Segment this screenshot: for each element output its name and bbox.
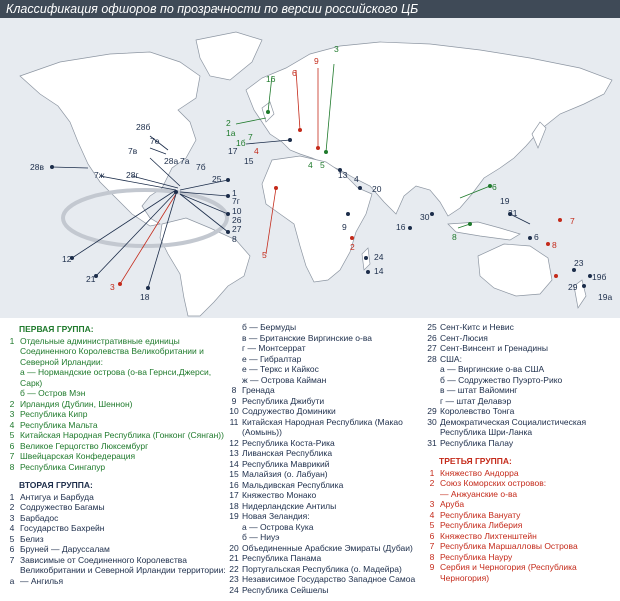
legend-item-number: 4 <box>429 509 435 520</box>
legend-item-number: 27 <box>427 343 437 353</box>
legend-item-number <box>226 333 242 344</box>
legend-item <box>226 553 424 564</box>
map-marker <box>572 268 576 272</box>
map-marker <box>226 230 230 234</box>
legend-item <box>424 333 618 344</box>
legend-item <box>4 388 226 399</box>
legend-item <box>424 489 618 500</box>
map-label: 27 <box>232 224 242 234</box>
legend-item-label: е — Теркс и Кайкос <box>242 364 319 374</box>
legend-item <box>424 510 618 521</box>
legend-item <box>424 375 618 386</box>
map-marker <box>528 236 532 240</box>
legend-item-label: Республика Науру <box>440 551 513 562</box>
map-label: 16 <box>266 74 276 84</box>
legend-item-number: 5 <box>429 520 435 530</box>
map-label: 14 <box>374 266 384 276</box>
map-label: 15 <box>244 156 254 166</box>
legend-item <box>4 451 226 462</box>
map-marker <box>288 138 292 142</box>
legend-item-label: Новая Зеландия: <box>242 511 310 521</box>
legend-item <box>424 406 618 417</box>
map-label: 26 <box>232 215 242 225</box>
legend-item-label: Княжество Андорра <box>440 467 519 478</box>
legend-item-number: 12 <box>229 437 239 448</box>
map-label: 1а <box>226 128 236 138</box>
legend-item-label: Республика Коста-Рика <box>242 437 335 448</box>
legend-item <box>226 385 424 396</box>
legend-item-label: Княжество Монако <box>242 490 317 500</box>
map-label: 23 <box>574 258 584 268</box>
legend-item-label: Швейцарская Конфедерация <box>20 451 136 461</box>
map-marker <box>358 186 362 190</box>
legend-item-number: 7 <box>429 541 435 551</box>
map-marker <box>558 218 562 222</box>
legend-item-label: — Ангилья <box>20 575 64 586</box>
legend-item-number: 8 <box>9 461 15 472</box>
legend-item-number: 4 <box>9 419 15 430</box>
legend-item-number: 25 <box>427 322 437 332</box>
map-marker <box>364 256 368 260</box>
group2-list-part3 <box>424 322 618 448</box>
map-label: 7е <box>150 136 160 146</box>
map-label: 20 <box>372 184 382 194</box>
legend-item-number: 8 <box>231 385 237 395</box>
legend-item <box>424 385 618 396</box>
legend-item <box>424 531 618 542</box>
legend-item <box>4 534 226 545</box>
legend-item <box>424 552 618 563</box>
legend-item-label: Аруба <box>440 499 465 509</box>
legend-item-label: Сент-Винсент и Гренадины <box>440 343 548 353</box>
legend-item-label: Королевство Тонга <box>440 406 515 416</box>
legend-item-label: Зависимые от Соединенного Королевства Великобритании и Северной Ирландии территории: <box>20 554 226 575</box>
legend-item-label: Республика Сейшелы <box>242 584 329 595</box>
group3-title: ТРЕТЬЯ ГРУППА: <box>439 456 512 466</box>
legend-item <box>226 354 424 365</box>
legend-item-number: 30 <box>427 416 437 427</box>
legend-item <box>226 522 424 533</box>
legend-column-3 <box>424 322 618 583</box>
legend-item-number <box>424 385 440 396</box>
legend-item-number <box>226 364 242 375</box>
legend-item <box>226 417 424 438</box>
map-label: 10 <box>232 206 242 216</box>
legend-item <box>226 375 424 386</box>
legend-item-number: 1 <box>9 491 15 502</box>
legend-item-number: 19 <box>229 511 239 521</box>
group1-list <box>4 336 226 473</box>
map-label: 7ж <box>94 170 105 180</box>
legend-item-number <box>4 367 20 388</box>
map-marker <box>468 222 472 226</box>
legend-item-label: Республика Мальта <box>20 419 98 430</box>
map-label: 8 <box>452 232 457 242</box>
legend-item <box>226 585 424 596</box>
map-marker <box>316 146 320 150</box>
legend-item <box>4 513 226 524</box>
legend-item-label: Барбадос <box>20 512 59 523</box>
legend-item-label: Государство Бахрейн <box>20 523 105 533</box>
map-marker <box>350 236 354 240</box>
legend-item-number: 5 <box>9 430 15 440</box>
legend-item <box>226 469 424 480</box>
map-label: 9 <box>342 222 347 232</box>
legend-item-label: Республика Джибути <box>242 395 325 406</box>
legend-item-number <box>226 522 242 533</box>
group2-list-part1 <box>4 492 226 587</box>
legend-item <box>4 523 226 534</box>
legend-item <box>226 448 424 459</box>
legend-item-label: Республика Кипр <box>20 409 88 419</box>
map-label: 6 <box>492 182 497 192</box>
map-label: 9 <box>314 56 319 66</box>
legend-item-label: Португальская Республика (о. Мадейра) <box>242 563 402 574</box>
legend-item-number: 6 <box>429 530 435 541</box>
map-label: 3 <box>334 44 339 54</box>
map-label: 1 <box>232 188 237 198</box>
legend-item <box>424 438 618 449</box>
legend-item-number: 8 <box>429 551 435 562</box>
legend-item-number: 6 <box>9 544 15 554</box>
legend-item-label: Демократическая Социалистическая Республика Шри-Ланка <box>440 416 587 437</box>
legend-item <box>4 492 226 503</box>
legend-item <box>226 501 424 512</box>
legend-item-number: 20 <box>229 542 239 553</box>
legend-item <box>226 333 424 344</box>
map-label: 30 <box>420 212 430 222</box>
map-label: 7 <box>248 132 253 142</box>
map-marker <box>346 212 350 216</box>
legend-item-number: 15 <box>229 469 239 479</box>
legend-item-label: Отдельные административные единицы Соединенного Королевства Великобритании и Северной Ирландии: <box>20 335 204 367</box>
legend-item-label: ж — Острова Кайман <box>242 374 327 385</box>
legend-item <box>424 478 618 489</box>
legend-item <box>4 367 226 388</box>
map-label: 29 <box>568 282 578 292</box>
map-label: 17 <box>228 146 238 156</box>
legend-item-number: 11 <box>229 416 239 427</box>
legend-item-label: Республика Панама <box>242 553 322 563</box>
legend-item <box>424 343 618 354</box>
legend-item-number <box>226 354 242 365</box>
legend-item <box>226 322 424 333</box>
map-label: 31 <box>508 208 518 218</box>
legend-item-label: Республика Либерия <box>440 520 523 530</box>
legend-item <box>226 343 424 354</box>
legend-item <box>226 438 424 449</box>
legend-item <box>4 502 226 513</box>
legend-item <box>226 543 424 554</box>
map-label: 19 <box>500 196 510 206</box>
legend-item <box>424 364 618 375</box>
map-label: 25 <box>212 174 222 184</box>
group2-title: ВТОРАЯ ГРУППА: <box>19 480 93 490</box>
legend-item <box>226 396 424 407</box>
map-marker <box>226 194 230 198</box>
legend-item-number <box>424 396 440 407</box>
legend-item-label: Княжество Лихтенштейн <box>440 530 537 541</box>
map-marker <box>582 284 586 288</box>
group3-list <box>424 468 618 584</box>
legend-item-label: б — Остров Мэн <box>20 388 86 398</box>
legend-item <box>4 441 226 452</box>
legend-item-label: Республика Сингапур <box>20 461 106 472</box>
legend-item-label: Бруней — Даруссалам <box>20 544 110 554</box>
map-label: 5 <box>320 160 325 170</box>
legend-item-number: 3 <box>9 512 15 523</box>
world-map <box>0 18 620 318</box>
legend-item-number: 17 <box>229 490 239 500</box>
map-label: 2 <box>226 118 231 128</box>
legend-item-number: 10 <box>229 406 239 416</box>
legend-item-number <box>226 322 242 333</box>
legend-item-number: 18 <box>229 500 239 511</box>
legend-item <box>424 354 618 365</box>
map-marker <box>50 165 54 169</box>
legend-item-number: 5 <box>9 533 15 544</box>
legend-item <box>4 409 226 420</box>
legend-item-number: 4 <box>9 523 15 533</box>
legend-item <box>424 417 618 438</box>
map-label: 4 <box>254 146 259 156</box>
map-marker <box>430 212 434 216</box>
legend-item-label: Антигуа и Барбуда <box>20 491 94 502</box>
legend-item-number: 1 <box>429 467 435 478</box>
legend-item-number: 7 <box>9 451 15 461</box>
legend-item-number: а <box>9 575 15 586</box>
legend-item-label: Китайская Народная Республика (Макао (Аомынь)) <box>242 416 403 437</box>
legend-item-number: 16 <box>229 479 239 490</box>
legend-column-2 <box>226 322 424 595</box>
legend-item-label: — Анжуанские о-ва <box>440 488 518 499</box>
legend-item-number <box>424 364 440 375</box>
legend-item-label: Независимое Государство Западное Самоа <box>242 574 416 584</box>
map-label: 24 <box>374 252 384 262</box>
map-marker <box>266 110 270 114</box>
legend-item <box>4 544 226 555</box>
legend-item <box>4 399 226 410</box>
legend <box>0 318 620 601</box>
legend-item-label: б — Ниуэ <box>242 532 280 542</box>
legend-item-label: б — Содружество Пуэрто-Рико <box>440 374 563 385</box>
legend-item-number: 9 <box>231 395 237 406</box>
map-marker <box>226 178 230 182</box>
legend-item-label: Нидерландские Антилы <box>242 500 337 511</box>
legend-item <box>226 490 424 501</box>
map-marker <box>226 212 230 216</box>
legend-item-label: Республика Вануату <box>440 509 521 520</box>
legend-item-number <box>226 532 242 543</box>
legend-item <box>4 462 226 473</box>
map-label: 28б <box>136 122 151 132</box>
legend-item <box>226 364 424 375</box>
map-label: 3 <box>110 282 115 292</box>
legend-item <box>226 511 424 522</box>
legend-item <box>4 576 226 587</box>
legend-item-number: 29 <box>427 406 437 416</box>
map-label: 6 <box>534 232 539 242</box>
legend-item-label: США: <box>440 353 462 364</box>
legend-item <box>424 396 618 407</box>
legend-item-number: 3 <box>9 409 15 419</box>
legend-item-number: 7 <box>9 554 15 565</box>
legend-item <box>226 532 424 543</box>
legend-item-number <box>4 388 20 399</box>
legend-item-number: 3 <box>429 499 435 509</box>
legend-item <box>424 520 618 531</box>
legend-item-label: Сент-Люсия <box>440 332 488 343</box>
legend-item-number: 22 <box>229 563 239 574</box>
legend-item <box>226 406 424 417</box>
legend-item-label: Китайская Народная Республика (Гонконг (Сянган)) <box>20 430 224 440</box>
legend-item-number <box>226 343 242 354</box>
legend-item-label: Малайзия (о. Лабуан) <box>242 469 328 479</box>
legend-item-label: Гренада <box>242 385 275 395</box>
legend-item <box>4 420 226 431</box>
map-label: 28г <box>126 170 139 180</box>
legend-item-label: Сербия и Черногория (Республика Черногория) <box>440 562 577 583</box>
map-label: 4 <box>354 174 359 184</box>
legend-item <box>226 574 424 585</box>
legend-item-label: Объединенные Арабские Эмираты (Дубаи) <box>242 542 413 553</box>
legend-item <box>226 480 424 491</box>
legend-item <box>4 336 226 368</box>
map-label: 12 <box>62 254 72 264</box>
legend-item-label: в — штат Вайоминг <box>440 385 518 395</box>
legend-item-label: Ирландия (Дублин, Шеннон) <box>20 398 133 409</box>
group1-title: ПЕРВАЯ ГРУППА: <box>19 324 94 334</box>
legend-item-label: а — Виргинские о-ва США <box>440 364 545 374</box>
legend-item-label: е — Гибралтар <box>242 353 302 364</box>
legend-item-label: Ливанская Республика <box>242 448 333 458</box>
legend-item-label: г — штат Делавэр <box>440 395 512 406</box>
map-label: 7 <box>570 216 575 226</box>
map-label: 19а <box>598 292 613 302</box>
legend-item-label: Республика Палау <box>440 437 514 448</box>
legend-item <box>424 541 618 552</box>
legend-item-number: 13 <box>229 448 239 458</box>
legend-item-label: Союз Коморских островов: <box>440 478 547 488</box>
legend-item-label: Мальдивская Республика <box>242 479 344 490</box>
legend-item-number: 6 <box>9 440 15 451</box>
legend-item <box>424 468 618 479</box>
legend-item-label: Сент-Китс и Невис <box>440 322 514 332</box>
map-marker <box>366 270 370 274</box>
map-marker <box>554 274 558 278</box>
map-label: 16 <box>396 222 406 232</box>
legend-item-number: 1 <box>9 335 15 346</box>
map-label: 7а <box>180 156 190 166</box>
map-label: 8 <box>552 240 557 250</box>
legend-item <box>226 459 424 470</box>
map-marker <box>298 128 302 132</box>
map-label: 8 <box>232 234 237 244</box>
legend-item-label: Содружество Доминики <box>242 406 336 416</box>
legend-item-label: Республика Маршалловы Острова <box>440 541 578 551</box>
legend-item-label: б — Бермуды <box>242 322 297 332</box>
map-marker <box>146 286 150 290</box>
map-label: 4 <box>308 160 313 170</box>
legend-item-number <box>226 375 242 386</box>
legend-item-number: 28 <box>427 353 437 364</box>
legend-item-label: г — Монтсеррат <box>242 343 306 353</box>
legend-item-label: Республика Маврикий <box>242 458 330 469</box>
map-label: 2 <box>350 242 355 252</box>
map-label: 7в <box>128 146 138 156</box>
map-label: 5 <box>262 250 267 260</box>
map-label: 7г <box>232 196 240 206</box>
map-marker <box>546 242 550 246</box>
map-marker <box>118 282 122 286</box>
legend-item-number <box>424 375 440 386</box>
legend-item-number: 24 <box>229 584 239 595</box>
legend-item-number: 26 <box>427 332 437 343</box>
map-label: 28а <box>164 156 179 166</box>
legend-item-number <box>424 489 440 500</box>
map-label: 1б <box>236 138 246 148</box>
legend-item-label: Великое Герцогство Люксембург <box>20 440 149 451</box>
map-marker <box>324 150 328 154</box>
map-marker <box>274 186 278 190</box>
legend-item-label: а — Нормандские острова (о-ва Гернси,Джерси, Сарк) <box>20 367 212 388</box>
legend-item-label: в — Британские Виргинские о-ва <box>242 332 373 343</box>
legend-column-1 <box>4 322 226 586</box>
legend-item-label: Содружество Багамы <box>20 502 105 512</box>
legend-item-label: а — Острова Кука <box>242 521 314 532</box>
map-title: Классификация офшоров по прозрачности по версии российского ЦБ <box>0 0 620 18</box>
map-marker <box>408 226 412 230</box>
legend-item <box>4 555 226 576</box>
map-label: 28в <box>30 162 44 172</box>
legend-item-number: 9 <box>429 562 435 572</box>
legend-item <box>226 564 424 575</box>
map-label: 13 <box>338 170 348 180</box>
legend-item-number: 31 <box>427 437 437 448</box>
map-label: 19б <box>592 272 607 282</box>
legend-item <box>4 430 226 441</box>
legend-item-number: 2 <box>429 478 435 488</box>
legend-item-number: 14 <box>229 458 239 469</box>
legend-item-number: 2 <box>9 502 15 512</box>
map-label: 6 <box>292 68 297 78</box>
map-marker <box>174 190 178 194</box>
legend-item-number: 21 <box>229 553 239 563</box>
legend-item <box>424 562 618 583</box>
group2-list-part2 <box>226 322 424 595</box>
legend-item-number: 2 <box>9 398 15 409</box>
legend-item <box>424 322 618 333</box>
map-label: 7б <box>196 162 206 172</box>
legend-item-label: Белиз <box>20 533 44 544</box>
legend-item <box>424 499 618 510</box>
legend-item-number: 23 <box>229 574 239 584</box>
map-label: 21 <box>86 274 96 284</box>
map-label: 18 <box>140 292 150 302</box>
